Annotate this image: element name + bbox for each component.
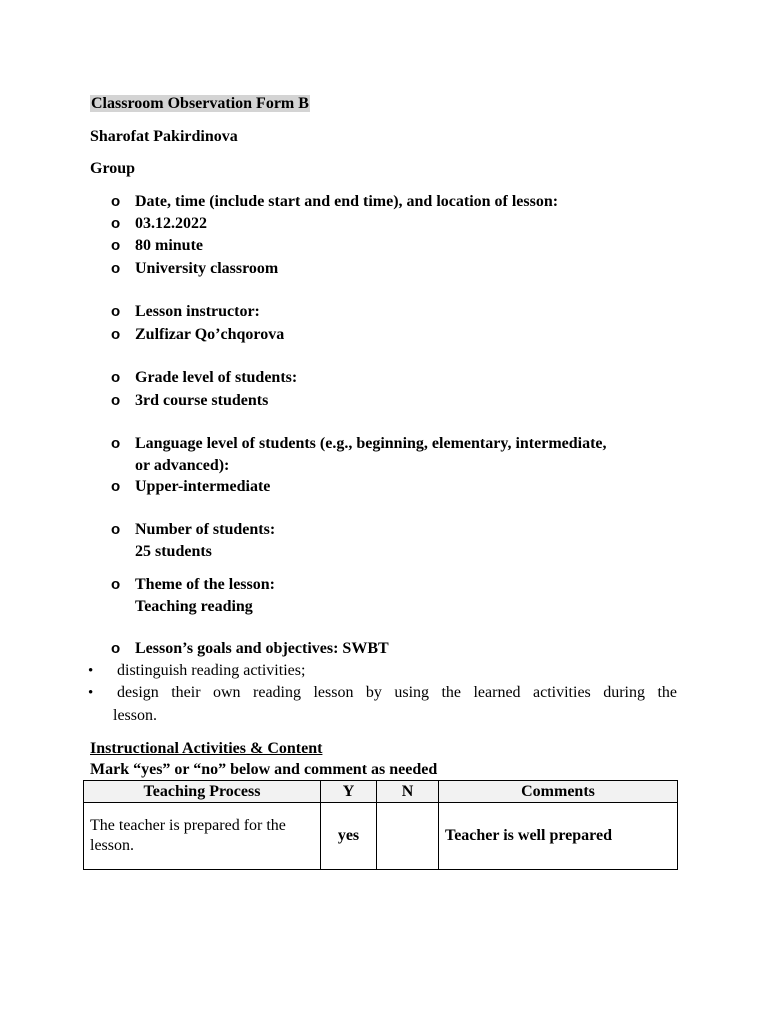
list-bullet: o [111,640,121,657]
cell-no [377,803,439,870]
cell-comment: Teacher is well prepared [439,803,678,870]
list-bullet: o [111,260,121,277]
grade-value: 3rd course students [135,392,269,409]
list-bullet: o [111,303,121,320]
list-bullet: o [111,478,121,495]
cell-yes: yes [321,803,377,870]
objective-item-continuation: lesson. [113,707,157,724]
form-title [90,93,310,115]
section-instruction: Mark “yes” or “no” below and comment as needed [90,761,438,778]
goals-label: Lesson’s goals and objectives: SWBT [135,640,389,657]
lesson-location: University classroom [135,260,279,277]
list-bullet: o [111,193,121,210]
lesson-date: 03.12.2022 [135,215,207,232]
theme-label: Theme of the lesson: [135,576,275,593]
list-bullet: o [111,215,121,232]
language-label-line2: or advanced): [135,457,230,474]
cell-process: The teacher is prepared for the lesson. [84,803,321,870]
list-bullet: o [111,521,121,538]
list-bullet: o [111,369,121,386]
list-bullet: o [111,576,121,593]
dot-bullet: • [88,663,94,679]
list-bullet: o [111,435,121,452]
header-n: N [377,781,439,803]
group-label: Group [90,160,136,177]
table-row [84,803,678,870]
language-level-value: Upper-intermediate [135,478,271,495]
language-label-line1: Language level of students (e.g., beginning, elementary, intermediate, [135,435,607,452]
students-label: Number of students: [135,521,276,538]
datetime-label: Date, time (include start and end time), and location of lesson: [135,193,559,210]
section-heading: Instructional Activities & Content [90,740,323,757]
instructor-name: Zulfizar Qo’chqorova [135,326,285,343]
table-header-row [84,781,678,803]
objective-item: design their own reading lesson by using the learned activities during the [117,684,677,701]
theme-value: Teaching reading [135,598,253,615]
dot-bullet: • [88,685,94,701]
grade-label: Grade level of students: [135,369,298,386]
lesson-duration: 80 minute [135,237,203,254]
instructor-label: Lesson instructor: [135,303,260,320]
list-bullet: o [111,326,121,343]
observation-table [83,780,678,870]
students-value: 25 students [135,543,212,560]
objective-item: distinguish reading activities; [117,662,306,679]
list-bullet: o [111,237,121,254]
header-teaching-process: Teaching Process [84,781,321,803]
header-y: Y [321,781,377,803]
form-title-text: Classroom Observation Form B [91,95,309,112]
header-comments: Comments [439,781,678,803]
list-bullet: o [111,392,121,409]
observer-name: Sharofat Pakirdinova [90,128,238,145]
